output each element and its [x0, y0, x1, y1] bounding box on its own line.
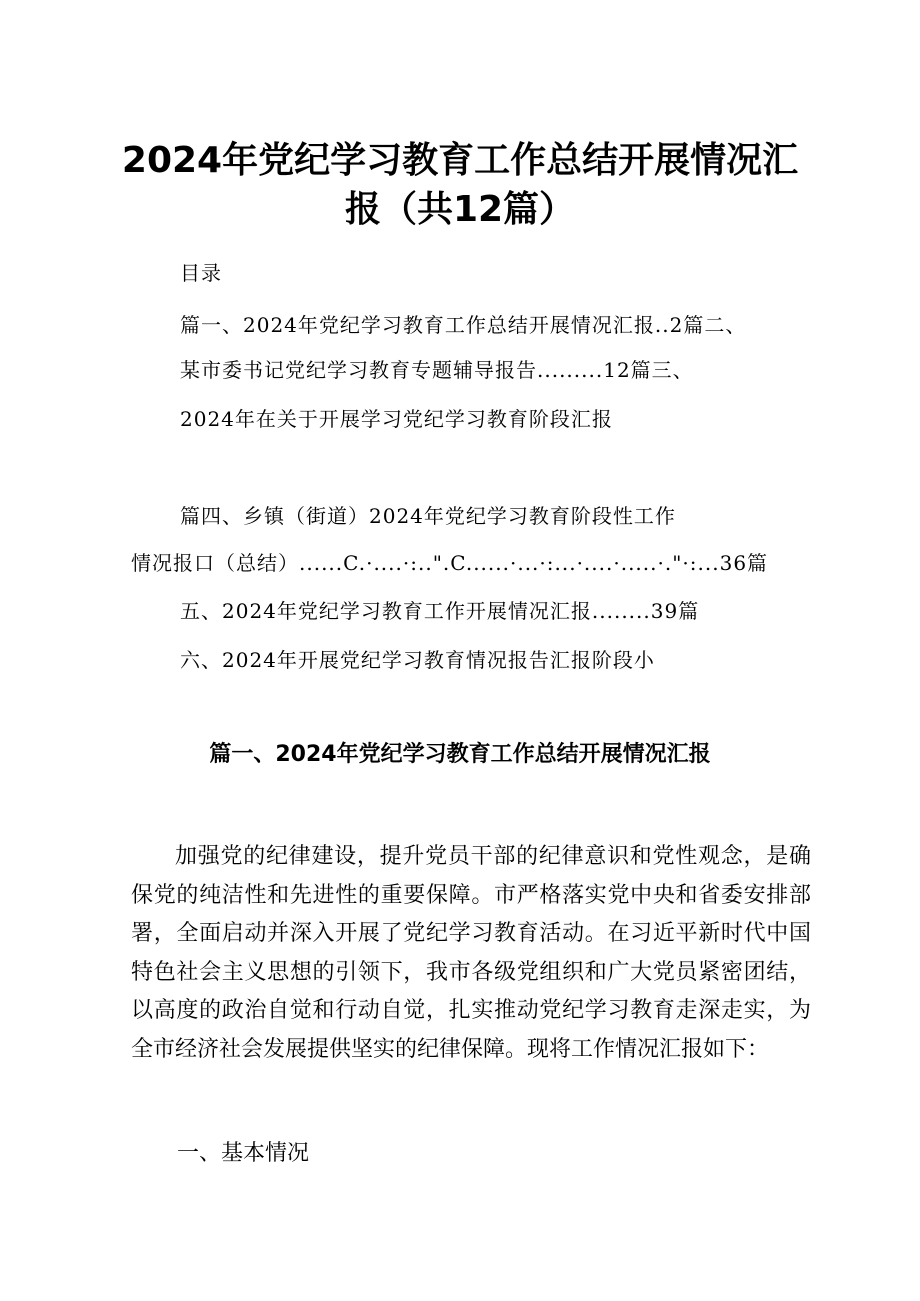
toc-line: 2024年在关于开展学习党纪学习教育阶段汇报: [180, 407, 613, 431]
section-title: 篇一、2024年党纪学习教育工作总结开展情况汇报: [209, 742, 711, 767]
toc-line: 六、2024年开展党纪学习教育情况报告汇报阶段小: [180, 648, 655, 672]
toc-line: 篇一、2024年党纪学习教育工作总结开展情况汇报..2篇二、: [180, 313, 747, 337]
toc-line: 篇四、乡镇（街道）2024年党纪学习教育阶段性工作: [180, 504, 676, 528]
body-paragraph: 加强党的纪律建设，提升党员干部的纪律意识和党性观念，是确保党的纯洁性和先进性的重要保障。市严格落实党中央和省委安排部署，全面启动并深入开展了党纪学习教育活动。在习近平新时代中国特色社会主义思想的引领下，我市各级党组织和广大党员紧密团结，以高度的政治自觉和行动自觉，扎实推动党纪学习教育走深走实，为全市经济社会发展提供坚实的纪律保障。现将工作情况汇报如下：: [131, 844, 811, 1062]
section-subheading: 一、基本情况: [177, 1141, 310, 1166]
toc-line: 五、2024年党纪学习教育工作开展情况汇报........39篇: [180, 599, 700, 623]
toc-line: 情况报口（总结）......C.·....·:..".C......·...·:...·....·.....·."·:...36篇: [131, 551, 769, 575]
document-title-line-2: 报（共12篇）: [344, 189, 576, 230]
document-title-line-1: 2024年党纪学习教育工作总结开展情况汇: [121, 140, 799, 181]
toc-line: 某市委书记党纪学习教育专题辅导报告.........12篇三、: [180, 358, 694, 382]
toc-heading: 目录: [180, 261, 222, 285]
